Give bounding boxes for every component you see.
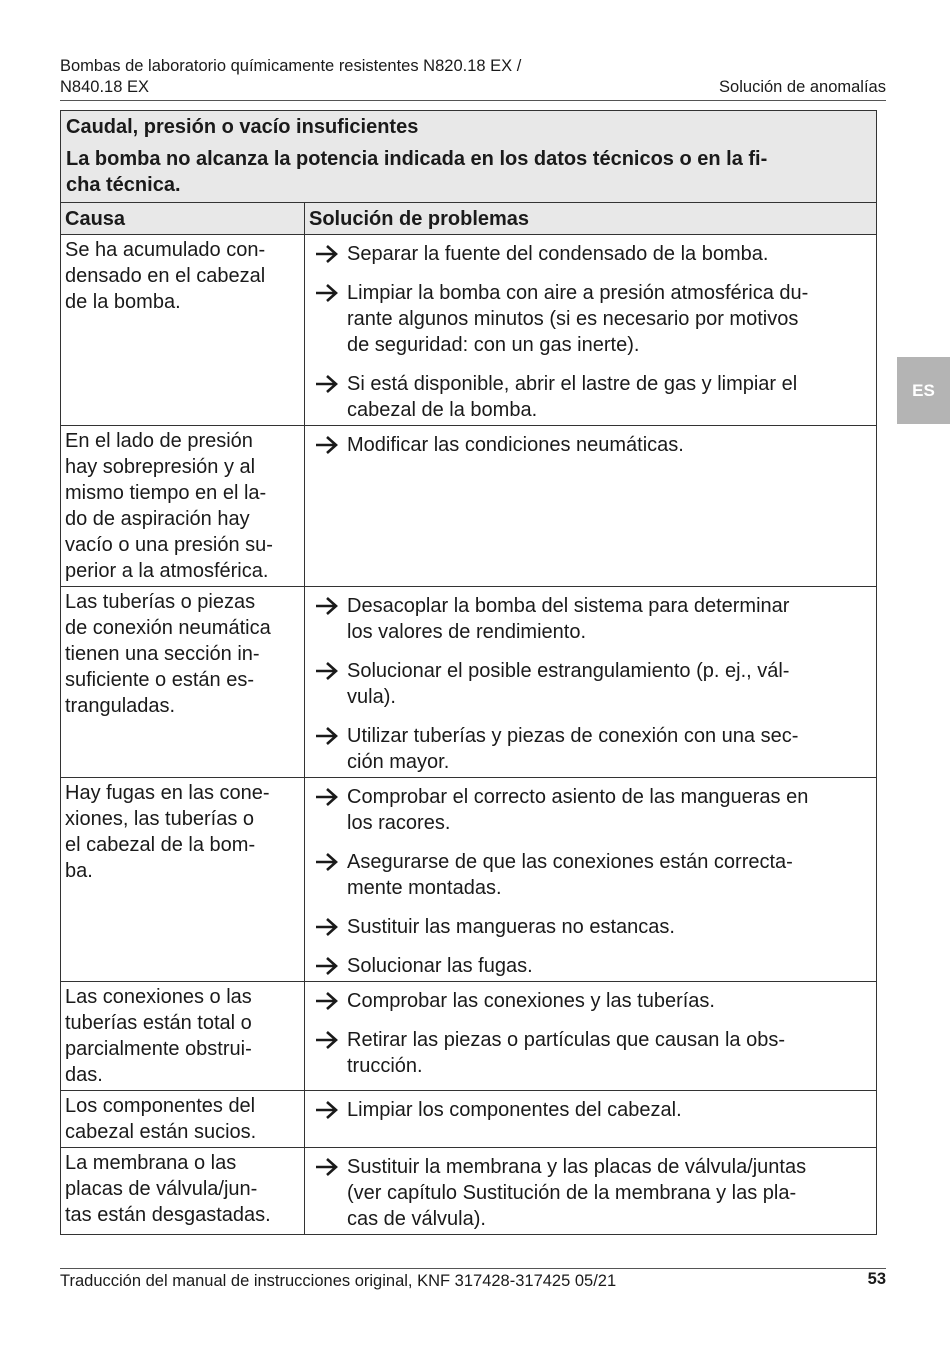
cause-text-line: mismo tiempo en el la- (65, 482, 267, 504)
solution-text (347, 914, 872, 940)
solution-text-line: cas de válvula). (347, 1208, 486, 1230)
cause-text-line: hay sobrepresión y al (65, 456, 256, 478)
column-header-solution: Solución de problemas (305, 203, 877, 235)
solution-text (347, 784, 872, 836)
cause-text-line: xiones, las tuberías o (65, 808, 254, 830)
solution-text-line: Limpiar la bomba con aire a presión atmosférica du- (347, 282, 809, 304)
table-row (61, 982, 877, 1091)
cause-text-line: En el lado de presión (65, 430, 253, 452)
cause-text-line: tienen una sección in- (65, 643, 260, 665)
solution-text-line: cabezal de la bomba. (347, 399, 538, 421)
document-title (60, 56, 521, 98)
solution-step (315, 371, 872, 423)
table-row (61, 426, 877, 587)
document-title-line2: N840.18 EX (60, 78, 149, 96)
cause-text-line: parcialmente obstrui- (65, 1038, 252, 1060)
cause-text-line: vacío o una presión su- (65, 534, 273, 556)
solution-text-line: rante algunos minutos (si es necesario por motivos (347, 308, 799, 330)
arrow-right-icon (315, 849, 347, 875)
table-title: Caudal, presión o vacío insuficientes (66, 116, 419, 138)
cause-text-line: tuberías están total o (65, 1012, 252, 1034)
cause-text-line: Las conexiones o las (65, 986, 252, 1008)
cause-text-line: perior a la atmosférica. (65, 560, 269, 582)
solution-text-line: de seguridad: con un gas inerte). (347, 334, 640, 356)
table-subtitle-line1: La bomba no alcanza la potencia indicada en los datos técnicos o en la fi- (66, 148, 768, 170)
cause-text-line: cabezal están sucios. (65, 1121, 257, 1143)
table-row (61, 778, 877, 982)
solution-text-line: Modificar las condiciones neumáticas. (347, 434, 684, 456)
arrow-right-icon (315, 371, 347, 397)
table-subtitle (66, 146, 871, 198)
arrow-right-icon (315, 432, 347, 458)
arrow-right-icon (315, 1027, 347, 1053)
solution-text-line: Desacoplar la bomba del sistema para determinar (347, 595, 790, 617)
cause-text-line: de la bomba. (65, 291, 181, 313)
solution-step (315, 280, 872, 358)
cause-text-line: de conexión neumática (65, 617, 271, 639)
footer-text: Traducción del manual de instrucciones original, KNF 317428-317425 05/21 (60, 1272, 617, 1290)
cause-text-line: placas de válvula/jun- (65, 1178, 258, 1200)
arrow-right-icon (315, 784, 347, 810)
table-row (61, 235, 877, 426)
cause-cell (61, 426, 305, 587)
table-body (61, 235, 877, 1235)
solution-text (347, 953, 872, 979)
solution-text (347, 849, 872, 901)
solution-step (315, 953, 872, 979)
section-title: Solución de anomalías (719, 78, 886, 96)
solution-text (347, 1154, 872, 1232)
page-number: 53 (867, 1270, 886, 1288)
cause-cell (61, 982, 305, 1091)
solution-text-line: ción mayor. (347, 751, 450, 773)
arrow-right-icon (315, 1097, 347, 1123)
solution-text (347, 658, 872, 710)
page-header (60, 56, 886, 101)
arrow-right-icon (315, 988, 347, 1014)
table-subtitle-line2: cha técnica. (66, 174, 181, 196)
cause-cell (61, 1148, 305, 1235)
solution-text-line: vula). (347, 686, 396, 708)
cause-cell (61, 587, 305, 778)
cause-text-line: tranguladas. (65, 695, 176, 717)
solution-cell (305, 1091, 877, 1148)
solution-step (315, 1097, 872, 1123)
cause-cell (61, 1091, 305, 1148)
cause-text-line: ba. (65, 860, 93, 882)
solution-text-line: trucción. (347, 1055, 423, 1077)
solution-step (315, 658, 872, 710)
column-header-cause: Causa (61, 203, 305, 235)
solution-text-line: los valores de rendimiento. (347, 621, 587, 643)
solution-text (347, 1097, 872, 1123)
solution-text (347, 1027, 872, 1079)
solution-cell (305, 426, 877, 587)
solution-text-line: Sustituir la membrana y las placas de válvula/juntas (347, 1156, 807, 1178)
language-tab: ES (897, 357, 950, 424)
arrow-right-icon (315, 658, 347, 684)
solution-text-line: Sustituir las mangueras no estancas. (347, 916, 675, 938)
solution-step (315, 849, 872, 901)
solution-text-line: Solucionar el posible estrangulamiento (p. ej., vál- (347, 660, 790, 682)
arrow-right-icon (315, 723, 347, 749)
cause-cell (61, 235, 305, 426)
solution-step (315, 432, 872, 458)
solution-text-line: Comprobar las conexiones y las tuberías. (347, 990, 715, 1012)
arrow-right-icon (315, 241, 347, 267)
solution-text (347, 241, 872, 267)
solution-text-line: Limpiar los componentes del cabezal. (347, 1099, 682, 1121)
solution-text-line: Si está disponible, abrir el lastre de gas y limpiar el (347, 373, 798, 395)
solution-cell (305, 982, 877, 1091)
arrow-right-icon (315, 280, 347, 306)
cause-text-line: Se ha acumulado con- (65, 239, 266, 261)
solution-step (315, 723, 872, 775)
cause-text-line: Las tuberías o piezas (65, 591, 256, 613)
page-footer (60, 1268, 886, 1299)
cause-text-line: Los componentes del (65, 1095, 256, 1117)
cause-cell (61, 778, 305, 982)
solution-text (347, 432, 872, 458)
solution-text-line: Utilizar tuberías y piezas de conexión con una sec- (347, 725, 799, 747)
cause-text-line: tas están desgastadas. (65, 1204, 271, 1226)
solution-text-line: Asegurarse de que las conexiones están correcta- (347, 851, 793, 873)
solution-cell (305, 587, 877, 778)
cause-text-line: densado en el cabezal (65, 265, 266, 287)
document-title-line1: Bombas de laboratorio químicamente resistentes N820.18 EX / (60, 57, 522, 75)
solution-text (347, 593, 872, 645)
solution-text (347, 371, 872, 423)
solution-text-line: mente montadas. (347, 877, 502, 899)
cause-text-line: Hay fugas en las cone- (65, 782, 270, 804)
solution-step (315, 1027, 872, 1079)
solution-text (347, 988, 872, 1014)
troubleshooting-table (60, 110, 877, 1235)
solution-step (315, 241, 872, 267)
solution-text-line: Solucionar las fugas. (347, 955, 533, 977)
cause-text-line: suficiente o están es- (65, 669, 254, 691)
solution-text-line: Comprobar el correcto asiento de las mangueras en (347, 786, 809, 808)
solution-text (347, 723, 872, 775)
solution-step (315, 988, 872, 1014)
table-row (61, 1091, 877, 1148)
cause-text-line: el cabezal de la bom- (65, 834, 256, 856)
solution-cell (305, 778, 877, 982)
table-row (61, 1148, 877, 1235)
solution-cell (305, 235, 877, 426)
solution-cell (305, 1148, 877, 1235)
cause-text-line: do de aspiración hay (65, 508, 250, 530)
solution-text-line: Retirar las piezas o partículas que causan la obs- (347, 1029, 786, 1051)
solution-text-line: Separar la fuente del condensado de la bomba. (347, 243, 769, 265)
table-header (61, 111, 877, 203)
solution-text (347, 280, 872, 358)
cause-text-line: La membrana o las (65, 1152, 237, 1174)
solution-text-line: (ver capítulo Sustitución de la membrana y las pla- (347, 1182, 797, 1204)
solution-step (315, 914, 872, 940)
arrow-right-icon (315, 593, 347, 619)
solution-step (315, 593, 872, 645)
arrow-right-icon (315, 1154, 347, 1180)
solution-step (315, 784, 872, 836)
table-row (61, 587, 877, 778)
solution-text-line: los racores. (347, 812, 451, 834)
solution-step (315, 1154, 872, 1232)
cause-text-line: das. (65, 1064, 103, 1086)
arrow-right-icon (315, 953, 347, 979)
arrow-right-icon (315, 914, 347, 940)
